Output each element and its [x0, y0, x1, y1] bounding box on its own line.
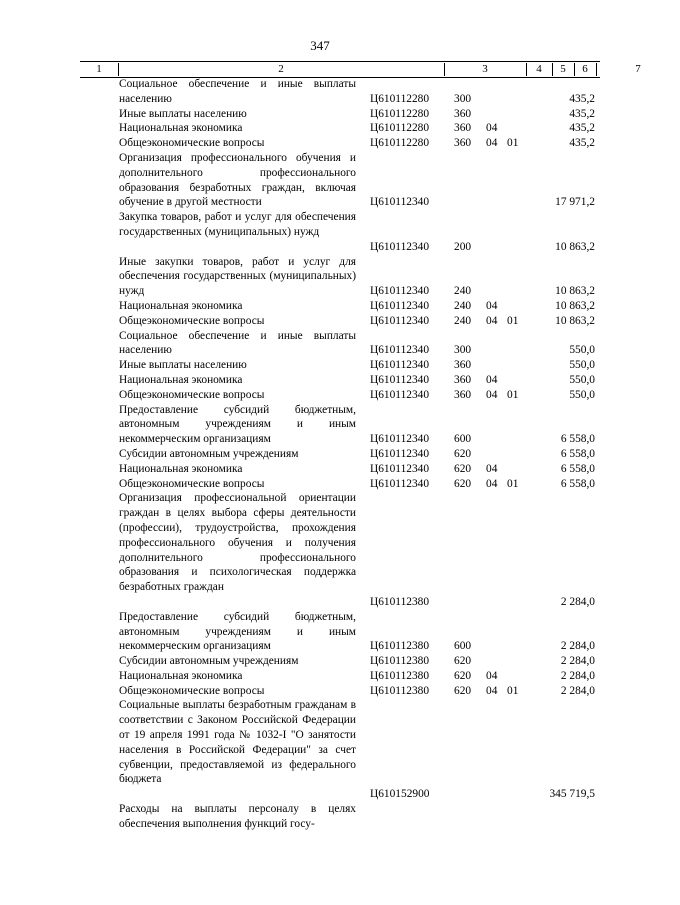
target-article-code: Ц610112280 [370, 137, 430, 150]
section-code: 04 [486, 137, 498, 150]
expense-name: Расходы на выплаты персоналу в целях обеспечения выполнения функций госу- [119, 803, 356, 830]
section-code: 04 [486, 477, 498, 490]
budget-table-body [0, 77, 640, 832]
target-article-code: Ц610112340 [370, 462, 430, 475]
table-row [0, 136, 640, 151]
expense-name: Общеэкономические вопросы [119, 477, 265, 490]
amount-value: 17 971,2 [555, 196, 595, 209]
amount-value: 10 863,2 [555, 314, 595, 327]
table-row [0, 447, 640, 462]
section-code: 04 [486, 388, 498, 401]
expense-name: Национальная экономика [119, 122, 243, 135]
table-header [80, 61, 641, 78]
col-header-2: 2 [118, 63, 445, 76]
table-row [0, 491, 640, 609]
target-article-code: Ц610112380 [370, 669, 430, 682]
target-article-code: Ц610112340 [370, 196, 430, 209]
expense-name: Национальная экономика [119, 373, 243, 386]
expense-name: Национальная экономика [119, 299, 243, 312]
col-header-4: 4 [526, 63, 553, 76]
expense-type-code: 300 [454, 344, 472, 357]
amount-value: 550,0 [569, 373, 595, 386]
target-article-code: Ц610112380 [370, 595, 430, 608]
subsection-code: 01 [507, 684, 519, 697]
target-article-code: Ц610112340 [370, 314, 430, 327]
expense-type-code: 360 [454, 137, 472, 150]
amount-value: 435,2 [569, 137, 595, 150]
target-article-code: Ц610112340 [370, 344, 430, 357]
amount-value: 6 558,0 [560, 447, 595, 460]
expense-type-code: 360 [454, 373, 472, 386]
expense-type-code: 620 [454, 669, 472, 682]
table-row [0, 669, 640, 684]
amount-value: 345 719,5 [549, 788, 595, 801]
expense-name: Иные выплаты населению [119, 107, 247, 120]
target-article-code: Ц610112340 [370, 433, 430, 446]
target-article-code: Ц610112340 [370, 477, 430, 490]
amount-value: 10 863,2 [555, 299, 595, 312]
amount-value: 6 558,0 [560, 462, 595, 475]
expense-type-code: 600 [454, 640, 472, 653]
table-row [0, 610, 640, 654]
amount-value: 2 284,0 [560, 669, 595, 682]
expense-name: Социальное обеспечение и иные выплаты населению [119, 78, 356, 105]
table-row [0, 684, 640, 699]
col-header-5: 5 [552, 63, 575, 76]
section-code: 04 [486, 299, 498, 312]
expense-type-code: 360 [454, 388, 472, 401]
expense-name: Общеэкономические вопросы [119, 684, 265, 697]
target-article-code: Ц610112380 [370, 640, 430, 653]
expense-type-code: 620 [454, 684, 472, 697]
expense-name: Организация профессиональной ориентации граждан в целях выбора сферы деятельности (профессии), трудоустройства, прохождения профессионального обучения и получения дополнительного профессионального образования и психологическая поддержка безработных граждан [119, 492, 356, 594]
table-row [0, 107, 640, 122]
expense-type-code: 360 [454, 107, 472, 120]
expense-type-code: 360 [454, 122, 472, 135]
target-article-code: Ц610112280 [370, 92, 430, 105]
amount-value: 550,0 [569, 388, 595, 401]
expense-name: Субсидии автономным учреждениям [119, 447, 299, 460]
amount-value: 6 558,0 [560, 433, 595, 446]
expense-name: Общеэкономические вопросы [119, 137, 265, 150]
expense-name: Национальная экономика [119, 462, 243, 475]
section-code: 04 [486, 314, 498, 327]
table-row [0, 299, 640, 314]
table-row [0, 358, 640, 373]
col-header-6: 6 [574, 63, 597, 76]
target-article-code: Ц610112340 [370, 285, 430, 298]
table-row [0, 314, 640, 329]
expense-type-code: 620 [454, 477, 472, 490]
expense-type-code: 620 [454, 447, 472, 460]
expense-name: Общеэкономические вопросы [119, 314, 265, 327]
table-row [0, 255, 640, 299]
expense-name: Иные выплаты населению [119, 359, 247, 372]
amount-value: 2 284,0 [560, 684, 595, 697]
table-row [0, 77, 640, 107]
section-code: 04 [486, 462, 498, 475]
expense-type-code: 360 [454, 359, 472, 372]
expense-name: Общеэкономические вопросы [119, 388, 265, 401]
expense-name: Предоставление субсидий бюджетным, автономным учреждениям и иным некоммерческим организациям [119, 403, 356, 446]
table-row [0, 121, 640, 136]
target-article-code: Ц610112340 [370, 388, 430, 401]
target-article-code: Ц610112380 [370, 655, 430, 668]
amount-value: 550,0 [569, 344, 595, 357]
subsection-code: 01 [507, 314, 519, 327]
expense-name: Национальная экономика [119, 669, 243, 682]
section-code: 04 [486, 373, 498, 386]
target-article-code: Ц610112340 [370, 447, 430, 460]
amount-value: 550,0 [569, 359, 595, 372]
target-article-code: Ц610112340 [370, 359, 430, 372]
table-row [0, 329, 640, 359]
amount-value: 2 284,0 [560, 595, 595, 608]
expense-type-code: 240 [454, 314, 472, 327]
target-article-code: Ц610112340 [370, 299, 430, 312]
expense-type-code: 620 [454, 462, 472, 475]
table-row [0, 462, 640, 477]
amount-value: 2 284,0 [560, 655, 595, 668]
amount-value: 6 558,0 [560, 477, 595, 490]
table-row [0, 388, 640, 403]
expense-name: Предоставление субсидий бюджетным, автономным учреждениям и иным некоммерческим организациям [119, 610, 356, 653]
page-number: 347 [310, 38, 330, 53]
amount-value: 10 863,2 [555, 240, 595, 253]
subsection-code: 01 [507, 137, 519, 150]
expense-name: Иные закупки товаров, работ и услуг для обеспечения государственных (муниципальных) нужд [119, 255, 356, 298]
section-code: 04 [486, 684, 498, 697]
expense-name: Закупка товаров, работ и услуг для обеспечения государственных (муниципальных) нужд [119, 211, 356, 238]
expense-name: Социальное обеспечение и иные выплаты населению [119, 329, 356, 357]
expense-name: Субсидии автономным учреждениям [119, 655, 299, 668]
expense-name: Социальные выплаты безработным гражданам в соответствии с Законом Российской Федерации от 19 апреля 1991 года № 1032-I "О занятости населения в Российской Федерации" за счет субвенции, предоставляемой из федерального бюджета [119, 699, 356, 786]
expense-type-code: 300 [454, 92, 472, 105]
table-row [0, 698, 640, 802]
table-row [0, 802, 640, 832]
amount-value: 435,2 [569, 122, 595, 135]
expense-type-code: 600 [454, 433, 472, 446]
col-header-3: 3 [444, 63, 527, 76]
amount-value: 435,2 [569, 107, 595, 120]
target-article-code: Ц610152900 [370, 788, 430, 801]
subsection-code: 01 [507, 477, 519, 490]
section-code: 04 [486, 122, 498, 135]
expense-type-code: 240 [454, 299, 472, 312]
target-article-code: Ц610112380 [370, 684, 430, 697]
table-row [0, 373, 640, 388]
table-row [0, 403, 640, 447]
table-row [0, 210, 640, 254]
table-row [0, 477, 640, 492]
amount-value: 435,2 [569, 92, 595, 105]
table-row [0, 654, 640, 669]
expense-type-code: 200 [454, 240, 472, 253]
expense-name: Организация профессионального обучения и дополнительного профессионального образования безработных граждан, включая обучение в другой местности [119, 151, 356, 209]
section-code: 04 [486, 669, 498, 682]
target-article-code: Ц610112280 [370, 107, 430, 120]
col-header-1: 1 [80, 63, 119, 76]
target-article-code: Ц610112340 [370, 373, 430, 386]
amount-value: 10 863,2 [555, 285, 595, 298]
expense-type-code: 240 [454, 285, 472, 298]
target-article-code: Ц610112280 [370, 122, 430, 135]
expense-type-code: 620 [454, 655, 472, 668]
target-article-code: Ц610112340 [370, 240, 430, 253]
table-row [0, 151, 640, 210]
subsection-code: 01 [507, 388, 519, 401]
col-header-7: 7 [635, 63, 641, 75]
amount-value: 2 284,0 [560, 640, 595, 653]
